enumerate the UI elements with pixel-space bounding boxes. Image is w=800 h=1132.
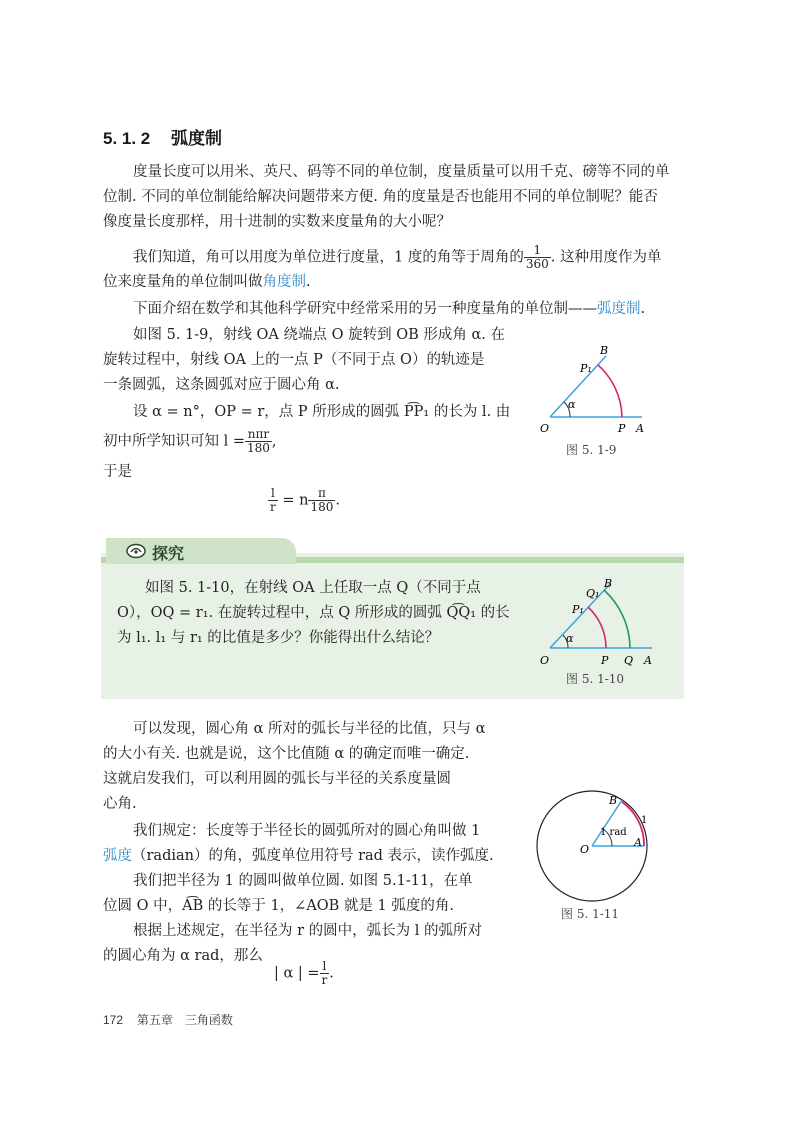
paragraph-line <box>133 300 645 318</box>
fraction <box>245 428 272 455</box>
fraction-numerator: 1 <box>524 244 551 258</box>
fraction-numerator: nπr <box>245 428 272 442</box>
text-span: 我们知道，角可以用度为单位进行度量，1 度的角等于周角的 <box>133 249 524 266</box>
explore-icon <box>126 543 146 559</box>
label-arc-length: 1 <box>641 815 648 826</box>
page-footer <box>103 1011 233 1028</box>
text-span: 位来度量角的单位制叫做 <box>103 274 263 290</box>
paragraph-line: 一条圆弧，这条圆弧对应于圆心角 α. <box>103 377 340 393</box>
figure-5-1-9 <box>538 340 648 440</box>
paragraph-line <box>103 428 277 455</box>
text-span: 初中所学知识可知 l = <box>103 433 246 450</box>
label-B: B <box>609 794 618 807</box>
label-alpha: α <box>566 632 574 645</box>
paragraph-line: 心角. <box>103 796 137 812</box>
fraction-denominator: 180 <box>310 500 334 514</box>
paragraph-line: 旋转过程中，射线 OA 上的一点 P（不同于点 O）的轨迹是 <box>103 352 485 368</box>
equation <box>268 487 340 514</box>
arc-QQ1 <box>604 590 630 648</box>
ray-OB <box>550 584 610 648</box>
fraction <box>320 960 330 987</box>
chapter-title: 第五章 三角函数 <box>136 1013 233 1027</box>
paragraph-line: 的大小有关. 也就是说，这个比值随 α 的确定而唯一确定. <box>103 746 470 762</box>
paragraph-line: 设 α = n°，OP = r，点 P 所形成的圆弧 P͡P₁ 的长为 l. 由 <box>133 404 511 420</box>
arc-PP1 <box>598 365 622 417</box>
text-span: （radian）的角，弧度单位用符号 rad 表示，读作弧度. <box>132 848 494 864</box>
fraction-denominator: 360 <box>525 257 549 271</box>
text-span: | α | = <box>274 965 320 982</box>
fraction-numerator: l <box>320 960 330 974</box>
figure-5-1-10 <box>538 578 658 668</box>
label-A: A <box>634 836 642 849</box>
label-O: O <box>540 654 550 667</box>
paragraph-line <box>103 847 494 865</box>
fraction-numerator: π <box>308 487 335 501</box>
fraction-denominator: r <box>270 500 276 514</box>
paragraph-line: 像度量长度那样，用十进制的实数来度量角的大小呢？ <box>103 214 451 230</box>
paragraph-line <box>103 273 311 291</box>
label-P1: P₁ <box>572 603 584 616</box>
paragraph-line: 如图 5. 1-10，在射线 OA 上任取一点 Q（不同于点 <box>145 580 481 596</box>
paragraph-line: 位圆 O 中，A͡B 的长等于 1，∠AOB 就是 1 弧度的角. <box>103 898 455 914</box>
paragraph-line: 根据上述规定，在半径为 r 的圆中，弧长为 l 的弧所对 <box>133 923 483 939</box>
text-span: . <box>335 492 340 509</box>
paragraph-line: O），OQ = r₁. 在旋转过程中，点 Q 所形成的圆弧 Q͡Q₁ 的长 <box>117 605 510 621</box>
equation <box>274 960 334 987</box>
text-span: . <box>329 965 334 982</box>
label-A: A <box>636 422 644 435</box>
ray-OB <box>550 356 606 417</box>
paragraph-line: 我们把半径为 1 的圆叫做单位圆. 如图 5.1-11，在单 <box>133 873 473 889</box>
label-Q1: Q₁ <box>586 587 600 600</box>
paragraph-line: 这就启发我们，可以利用圆的弧长与半径的关系度量圆 <box>103 771 451 787</box>
label-B: B <box>600 344 609 357</box>
fraction <box>268 487 278 514</box>
paragraph-line: 我们规定：长度等于半径长的圆弧所对的圆心角叫做 1 <box>133 823 481 839</box>
paragraph-line <box>133 244 661 271</box>
paragraph-line: 度量长度可以用米、英尺、码等不同的单位制，度量质量可以用千克、磅等不同的单 <box>133 164 670 180</box>
section-title-text: 弧度制 <box>171 129 222 148</box>
label-1-rad: 1 rad <box>600 827 627 838</box>
label-alpha: α <box>568 398 576 411</box>
section-number: 5. 1. 2 <box>103 129 151 148</box>
text-span: . <box>306 274 311 290</box>
term-radian-system: 弧度制 <box>597 301 641 317</box>
label-B: B <box>604 578 613 590</box>
paragraph-line: 位制. 不同的单位制能给解决问题带来方便. 角的度量是否也能用不同的单位制呢？能否 <box>103 189 658 205</box>
label-A: A <box>644 654 652 667</box>
radius-OB <box>592 800 622 846</box>
label-P1: P₁ <box>580 362 592 375</box>
text-span: = n <box>282 492 309 509</box>
explore-label: 探究 <box>152 546 185 563</box>
paragraph-line: 可以发现，圆心角 α 所对的弧长与半径的比值，只与 α <box>133 721 486 737</box>
label-O: O <box>540 422 550 435</box>
arc-PP1 <box>588 607 606 648</box>
section-title <box>103 124 222 149</box>
figure-caption: 图 5. 1-11 <box>561 907 620 921</box>
text-span: , <box>271 433 277 450</box>
page-number: 172 <box>103 1013 124 1027</box>
label-P: P <box>601 654 609 667</box>
figure-5-1-11 <box>526 788 666 903</box>
label-Q: Q <box>624 654 634 667</box>
fraction-numerator: l <box>268 487 278 501</box>
fraction-denominator: r <box>321 973 328 987</box>
paragraph-line: 的圆心角为 α rad，那么 <box>103 948 263 964</box>
figure-caption: 图 5. 1-9 <box>566 443 617 457</box>
fraction <box>524 244 551 271</box>
term-radian: 弧度 <box>103 848 132 864</box>
paragraph-line: 于是 <box>103 464 132 480</box>
paragraph-line: 如图 5. 1-9，射线 OA 绕端点 O 旋转到 OB 形成角 α. 在 <box>133 327 505 343</box>
label-O: O <box>580 843 590 856</box>
figure-caption: 图 5. 1-10 <box>566 672 625 686</box>
fraction <box>308 487 335 514</box>
term-degree-system: 角度制 <box>262 274 306 290</box>
label-P: P <box>618 422 626 435</box>
paragraph-line: 为 l₁. l₁ 与 r₁ 的比值是多少？你能得出什么结论？ <box>117 630 440 646</box>
fraction-denominator: 180 <box>247 441 270 455</box>
text-span: . <box>640 301 646 317</box>
text-span: 下面介绍在数学和其他科学研究中经常采用的另一种度量角的单位制—— <box>133 301 597 317</box>
text-span: . 这种用度作为单 <box>550 249 662 266</box>
